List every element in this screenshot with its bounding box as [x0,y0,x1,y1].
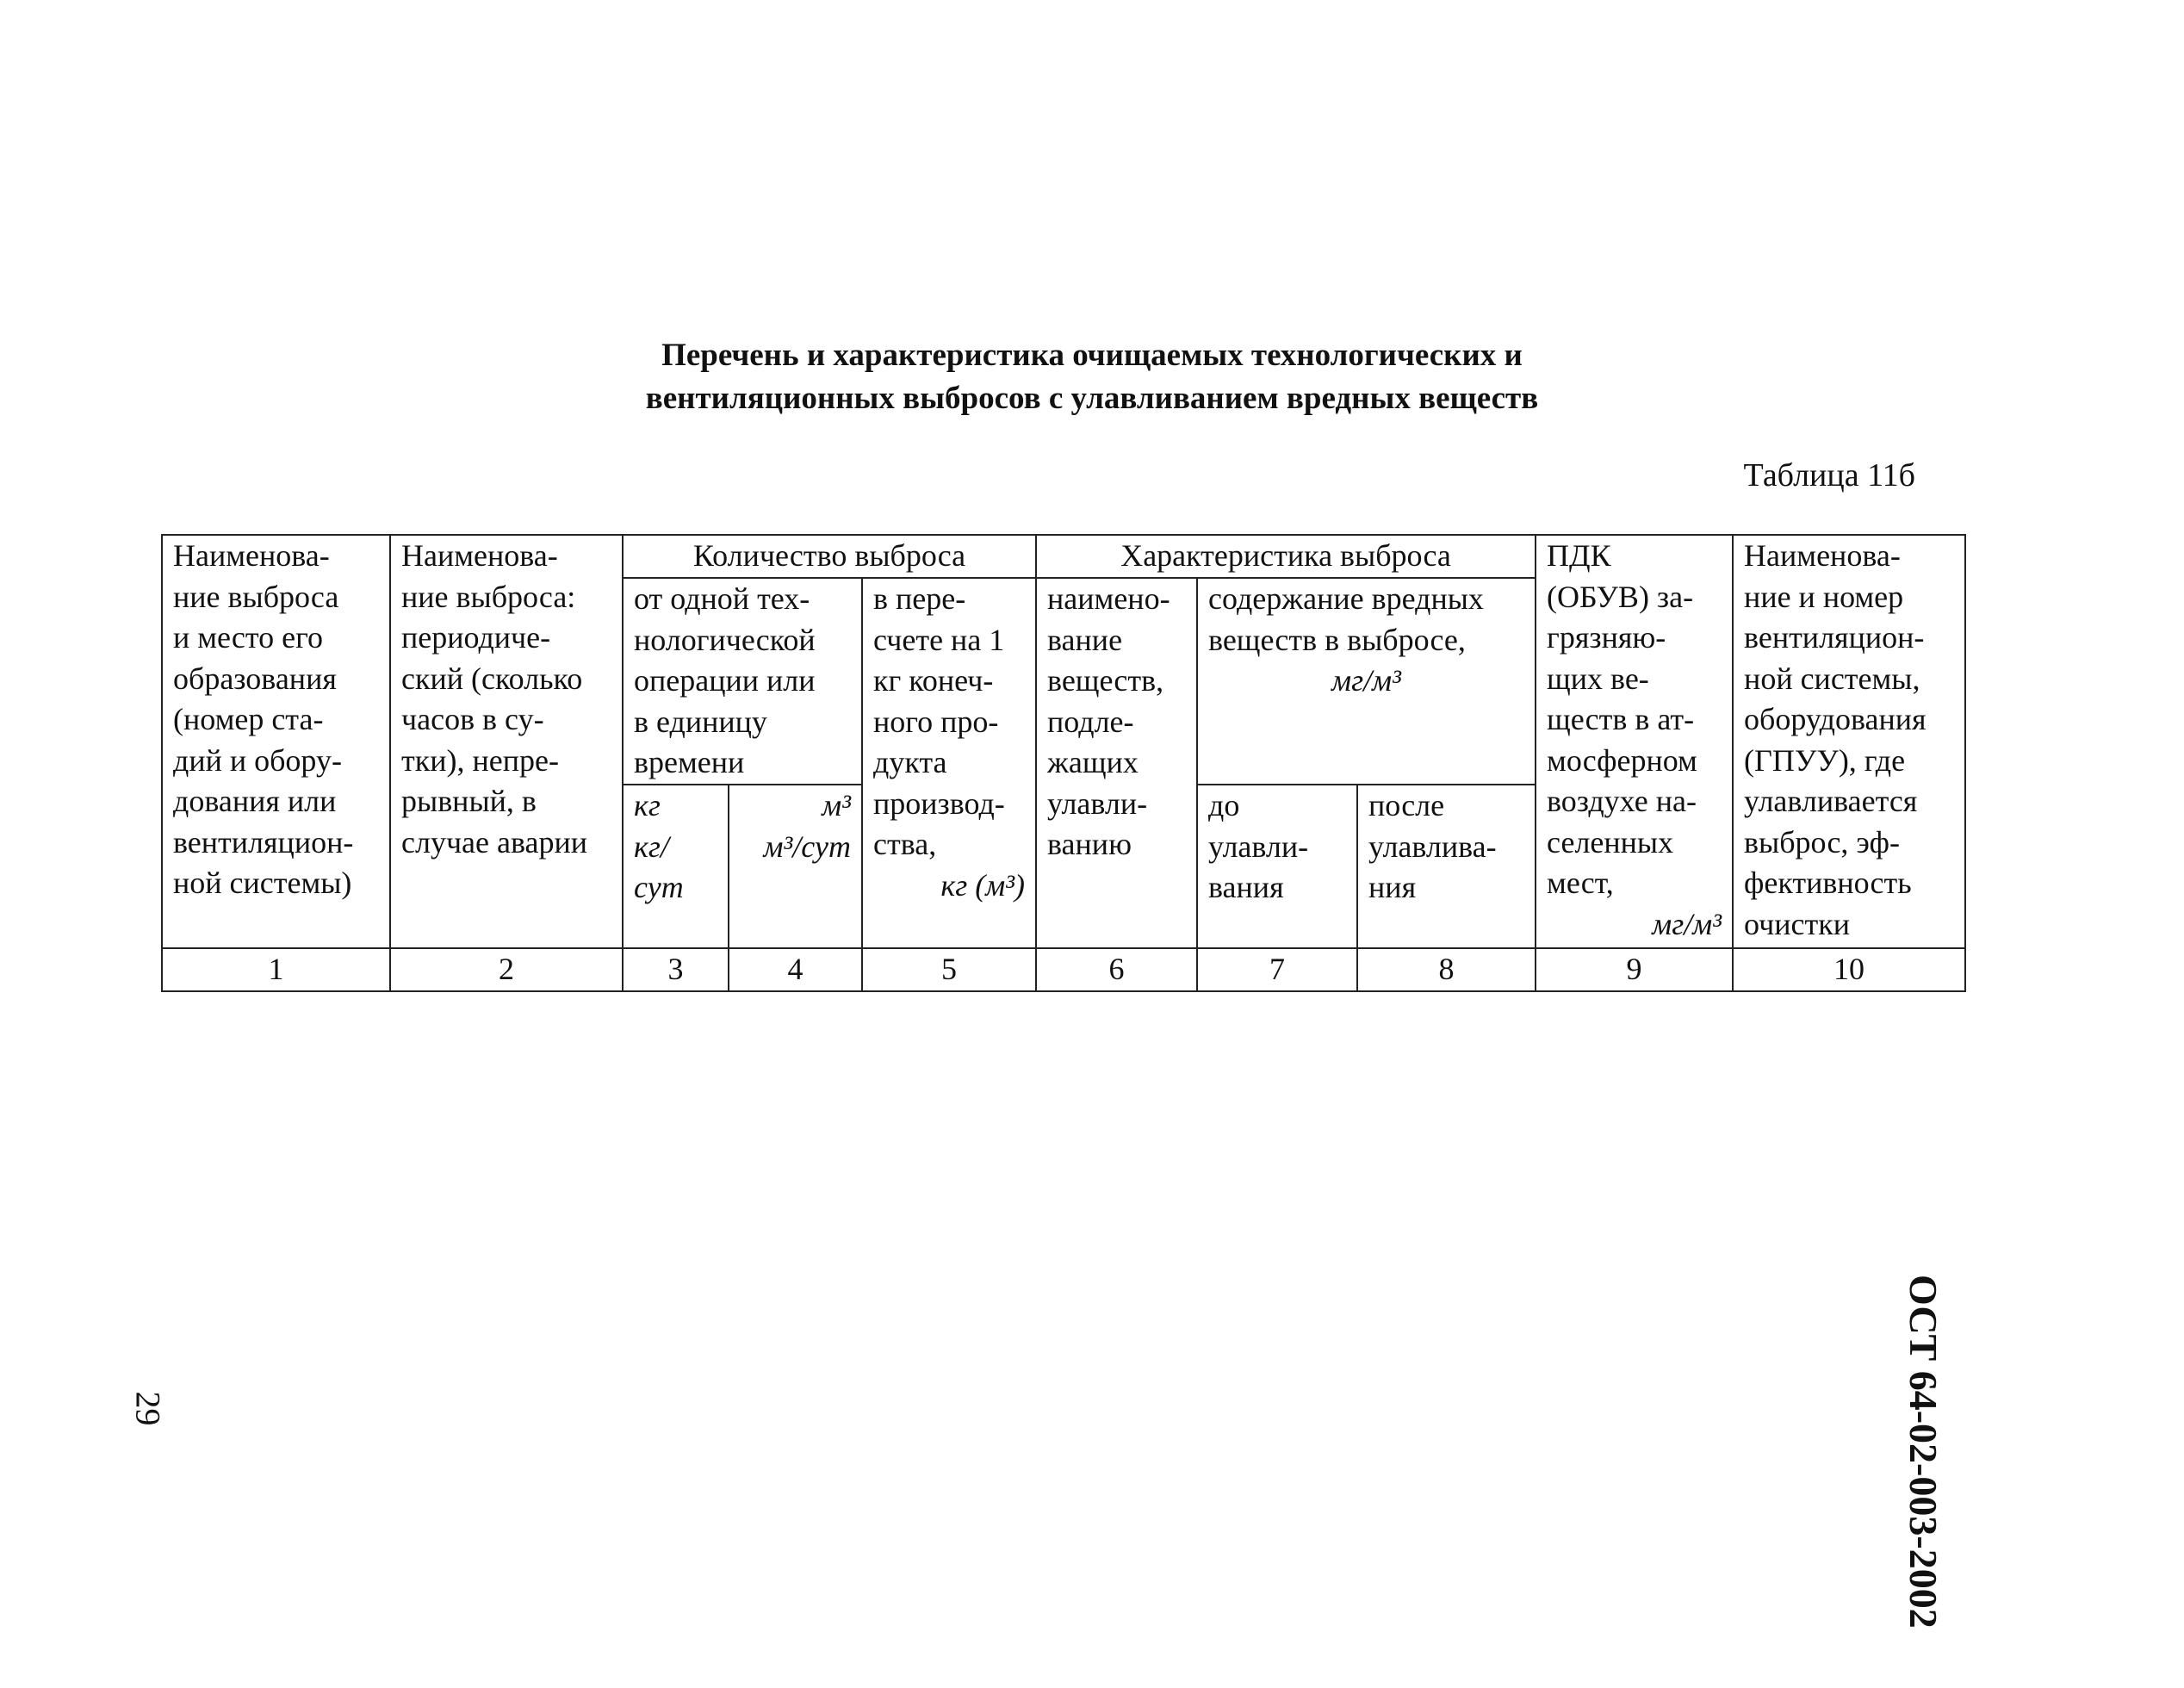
page-number: 29 [128,1391,168,1426]
header-emission-mode: Наименова- ние выброса: периодиче- ский (сколько часов в су- тки), непре- рывный, в случае аварии [390,535,623,948]
header-per-operation: от одной тех- нологической операции или в единицу времени [623,578,862,785]
header-after-capture: после улавлива- ния [1357,785,1536,948]
header-per-product [862,578,1036,948]
header-content [1197,578,1536,785]
column-number: 4 [729,948,862,991]
header-unit-kg: кг кг/сут [623,785,729,948]
content-unit: мг/м³ [1331,663,1401,698]
header-emission-source: Наименова- ние выброса и место его образования (номер ста- дий и обору- дования или вентиляцион- ной системы) [162,535,390,948]
per-product-unit: кг (м³) [940,867,1026,903]
per-product-label: в пере- счете на 1 кг конеч- ного про- дукта производ- ства, [873,581,1005,861]
header-emission-characteristic: Характеристика выброса [1036,535,1536,578]
document-code: ОСТ 64-02-003-2002 [1902,1275,1945,1629]
column-number: 9 [1536,948,1733,991]
document-title [0,334,2184,420]
header-before-capture: до улавли- вания [1197,785,1357,948]
column-number: 1 [162,948,390,991]
emissions-table [161,534,1966,992]
title-line-2: вентиляционных выбросов с улавливанием вредных веществ [645,381,1539,416]
content-label: содержание вредных веществ в выбросе, [1208,581,1484,657]
title-line-1: Перечень и характеристика очищаемых технологических и [661,338,1523,373]
header-pdk [1536,535,1733,948]
pdk-label: ПДК (ОБУВ) за- грязняю- щих ве- ществ в ат- мосферном воздухе на- селенных мест, [1547,538,1697,900]
pdk-unit: мг/м³ [1652,906,1722,941]
column-number: 5 [862,948,1036,991]
column-number: 3 [623,948,729,991]
header-substance-name: наимено- вание веществ, подле- жащих улавли- ванию [1036,578,1197,948]
column-number: 6 [1036,948,1197,991]
column-number: 7 [1197,948,1357,991]
column-number: 2 [390,948,623,991]
header-unit-m3: м³ м³/сут [729,785,862,948]
header-emission-quantity: Количество выброса [623,535,1036,578]
column-number: 8 [1357,948,1536,991]
column-number: 10 [1733,948,1965,991]
table-label: Таблица 11б [1743,457,1915,493]
header-ventilation-system: Наименова- ние и номер вентиляцион- ной системы, оборудования (ГПУУ), где улавливается выброс, эф- фективность очистки [1733,535,1965,948]
